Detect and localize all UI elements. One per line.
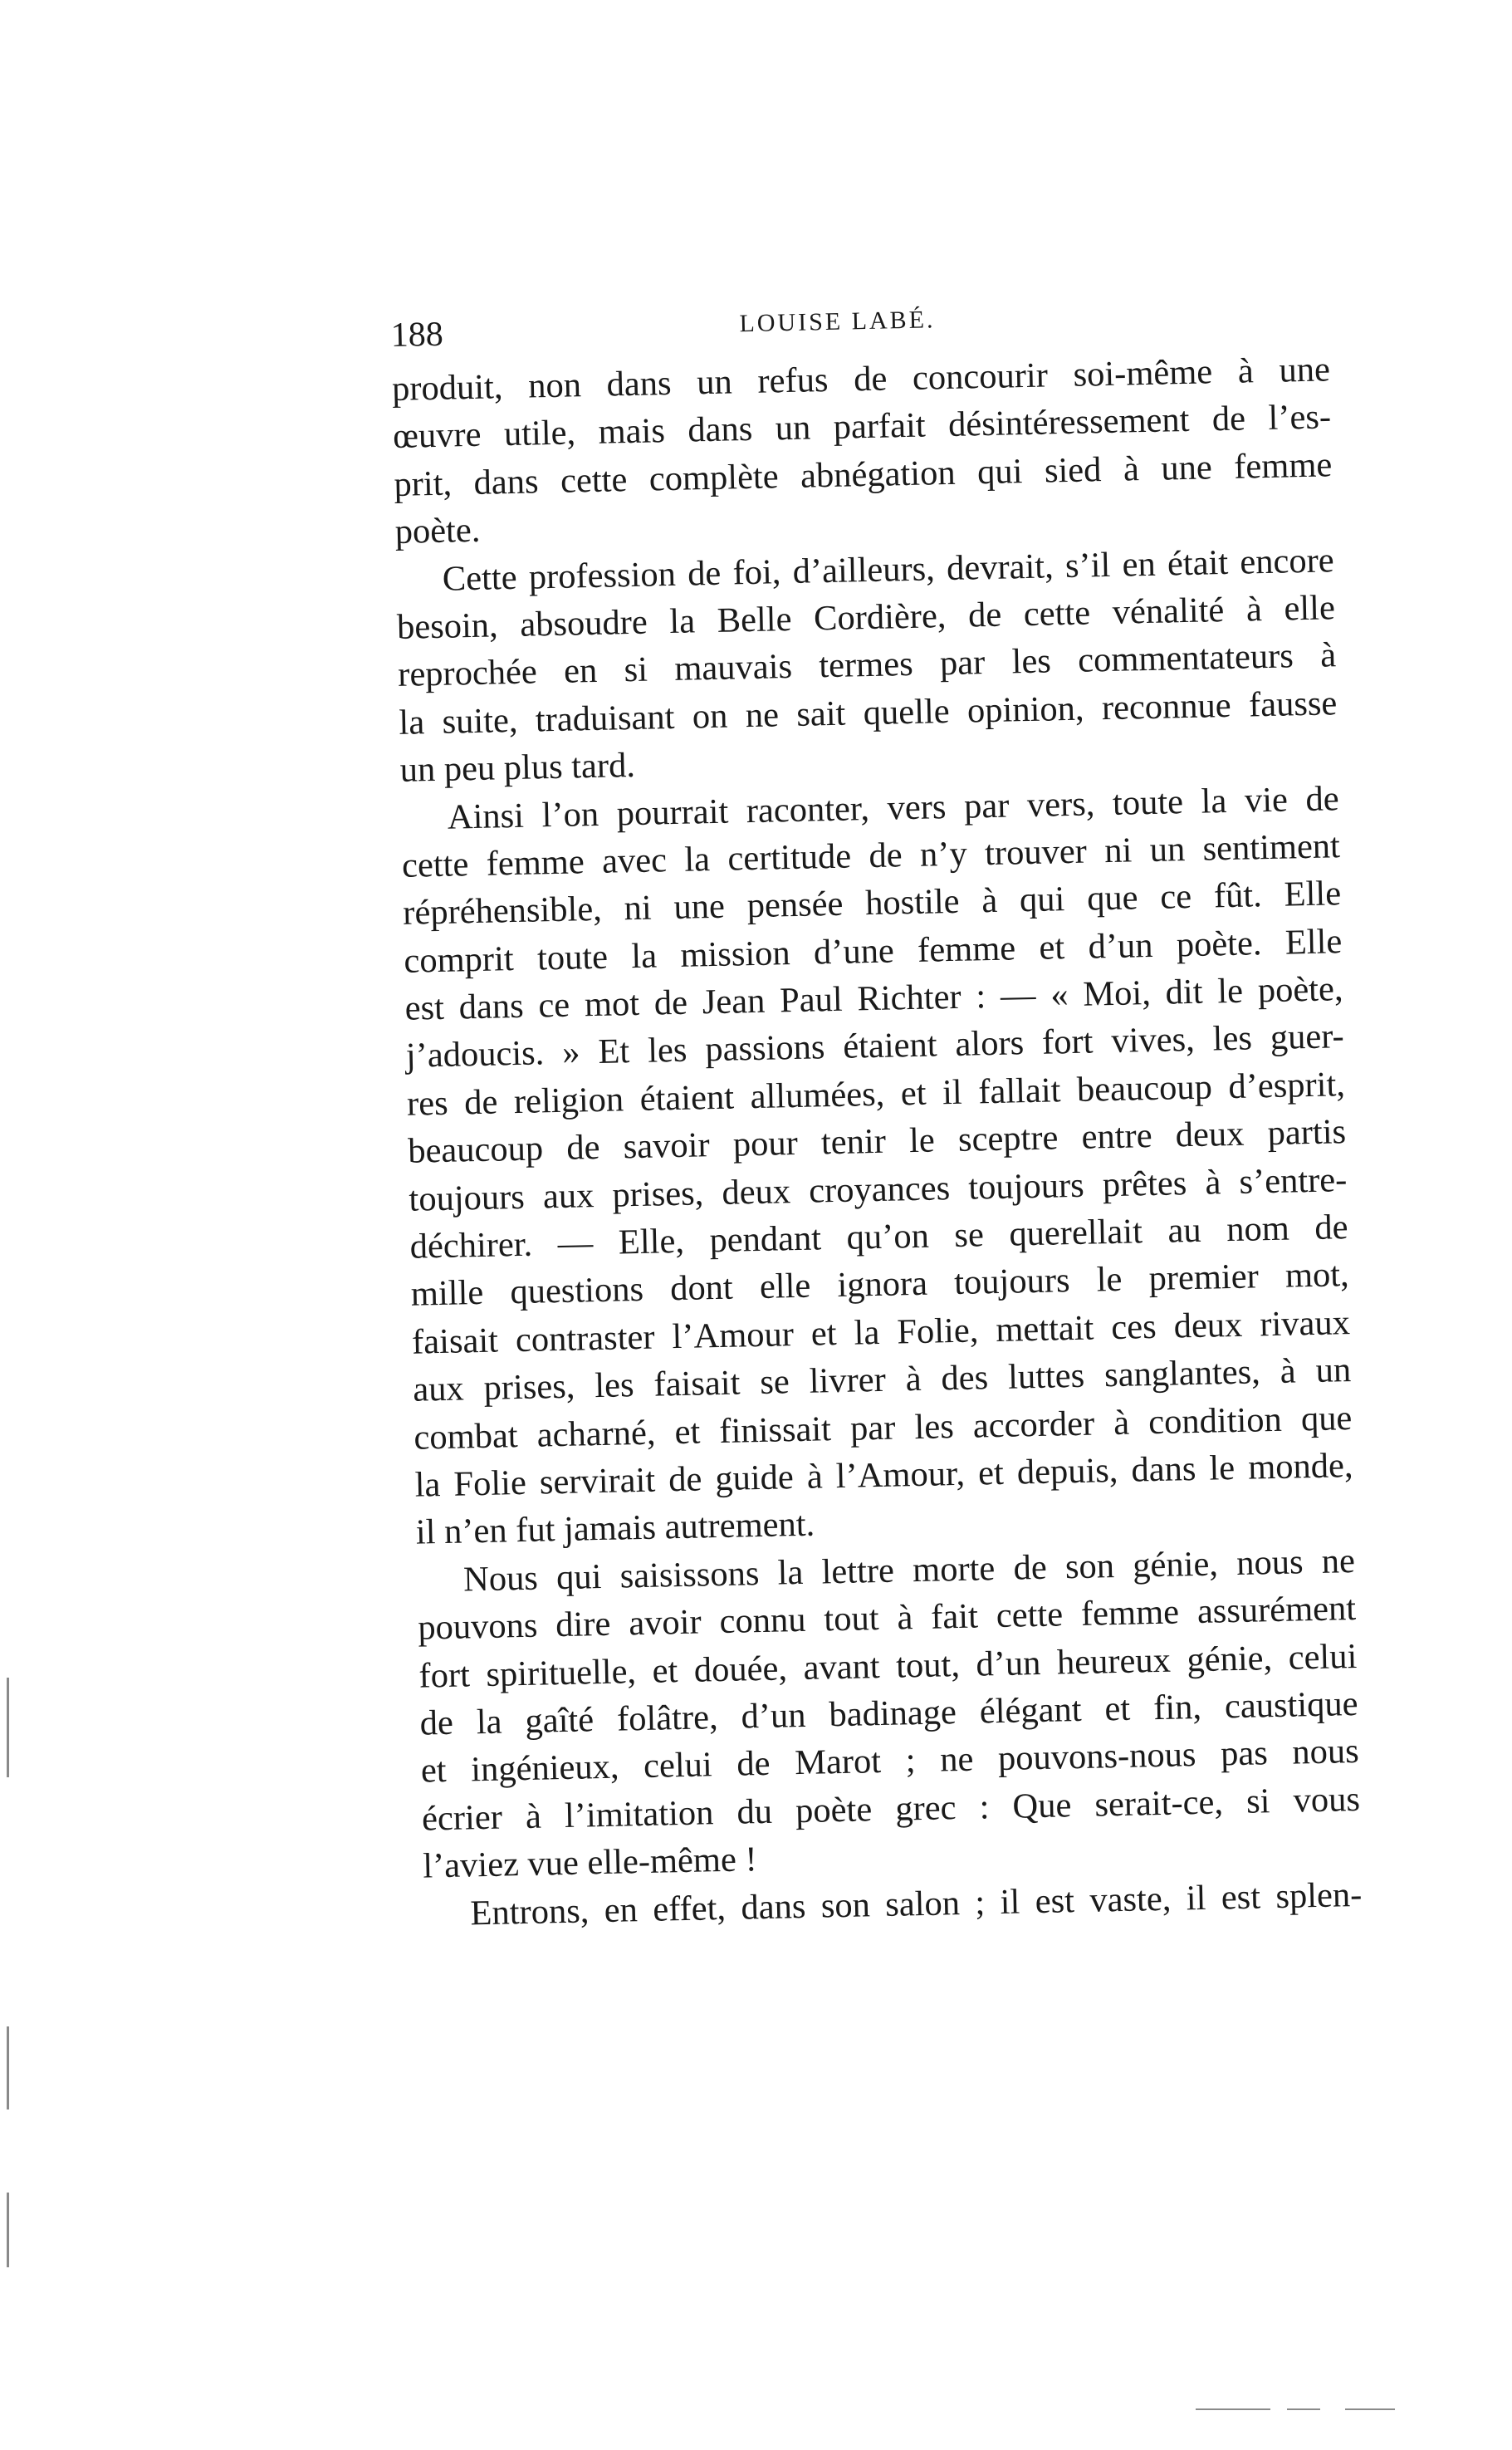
text-line: la suite, traduisant on ne sait quelle opinion, reconnue fausse [398,683,1338,742]
left-margin-mark [7,2026,9,2109]
body-text [391,345,1362,1938]
text-line: œuvre utile, mais dans un parfait désintéressement de l’es- [392,397,1332,457]
text-line: cette femme avec la certitude de n’y trouver ni un sentiment [401,826,1341,885]
bottom-rule-mark [1345,2408,1395,2410]
text-line: comprit toute la mission d’une femme et d’un poète. Elle [403,921,1343,981]
left-margin-mark [7,1678,9,1777]
text-line: la Folie servirait de guide à l’Amour, et depuis, dans le monde, [414,1446,1353,1505]
text-line: l’aviez vue elle-même ! [422,1840,758,1886]
text-line: un peu plus tard. [399,746,636,790]
text-line: Entrons, en effet, dans son salon ; il est vaste, il est splen- [470,1874,1363,1933]
text-line: prit, dans cette complète abnégation qui sied à une femme [393,445,1333,504]
text-line: répréhensible, ni une pensée hostile à qui que ce fût. Elle [402,874,1342,933]
text-line: toujours aux prises, deux croyances toujours prêtes à s’entre- [409,1159,1348,1219]
text-line: beaucoup de savoir pour tenir le sceptre entre deux partis [407,1112,1347,1172]
text-line: faisait contraster l’Amour et la Folie, mettait ces deux rivaux [411,1302,1351,1362]
text-line: Cette profession de foi, d’ailleurs, devrait, s’il en était encore [442,540,1335,599]
text-line: et ingénieux, celui de Marot ; ne pouvons-nous pas nous [420,1732,1360,1791]
text-block [390,287,1363,1938]
text-line: il n’en fut jamais autrement. [415,1504,815,1553]
text-line: Nous qui saisissons la lettre morte de son génie, nous ne [462,1541,1356,1600]
left-margin-mark [7,2193,9,2267]
text-line: reprochée en si mauvais termes par les commentateurs à [397,635,1337,695]
text-line: res de religion étaient allumées, et il fallait beaucoup d’esprit, [406,1064,1346,1124]
text-line: fort spirituelle, et douée, avant tout, d’un heureux génie, celui [418,1636,1358,1696]
text-line: Ainsi l’on pourrait raconter, vers par vers, toute la vie de [447,778,1340,837]
page-number: 188 [390,315,444,355]
text-line: poète. [394,510,481,552]
text-line: aux prises, les faisait se livrer à des luttes sanglantes, à un [412,1350,1352,1409]
text-line: j’adoucis. » Et les passions étaient alors fort vives, les guer- [405,1017,1345,1076]
text-line: écrier à l’imitation du poète grec : Que serait-ce, si vous [421,1779,1361,1839]
running-title: LOUISE LABÉ. [739,306,936,338]
text-line: mille questions dont elle ignora toujours le premier mot, [410,1255,1350,1315]
text-line: est dans ce mot de Jean Paul Richter : — « Moi, dit le poète, [404,969,1343,1028]
text-line: déchirer. — Elle, pendant qu’on se querellait au nom de [409,1208,1348,1267]
text-line: de la gaîté folâtre, d’un badinage élégant et fin, caustique [419,1683,1358,1743]
text-line: combat acharné, et finissait par les accorder à condition que [413,1398,1353,1458]
text-line: pouvons dire avoir connu tout à fait cette femme assurément [417,1589,1357,1648]
text-line: produit, non dans un refus de concourir soi-même à une [391,350,1331,409]
text-line: besoin, absoudre la Belle Cordière, de cette vénalité à elle [396,588,1336,647]
bottom-rule-mark [1196,2408,1270,2410]
bottom-rule-mark [1287,2408,1320,2410]
